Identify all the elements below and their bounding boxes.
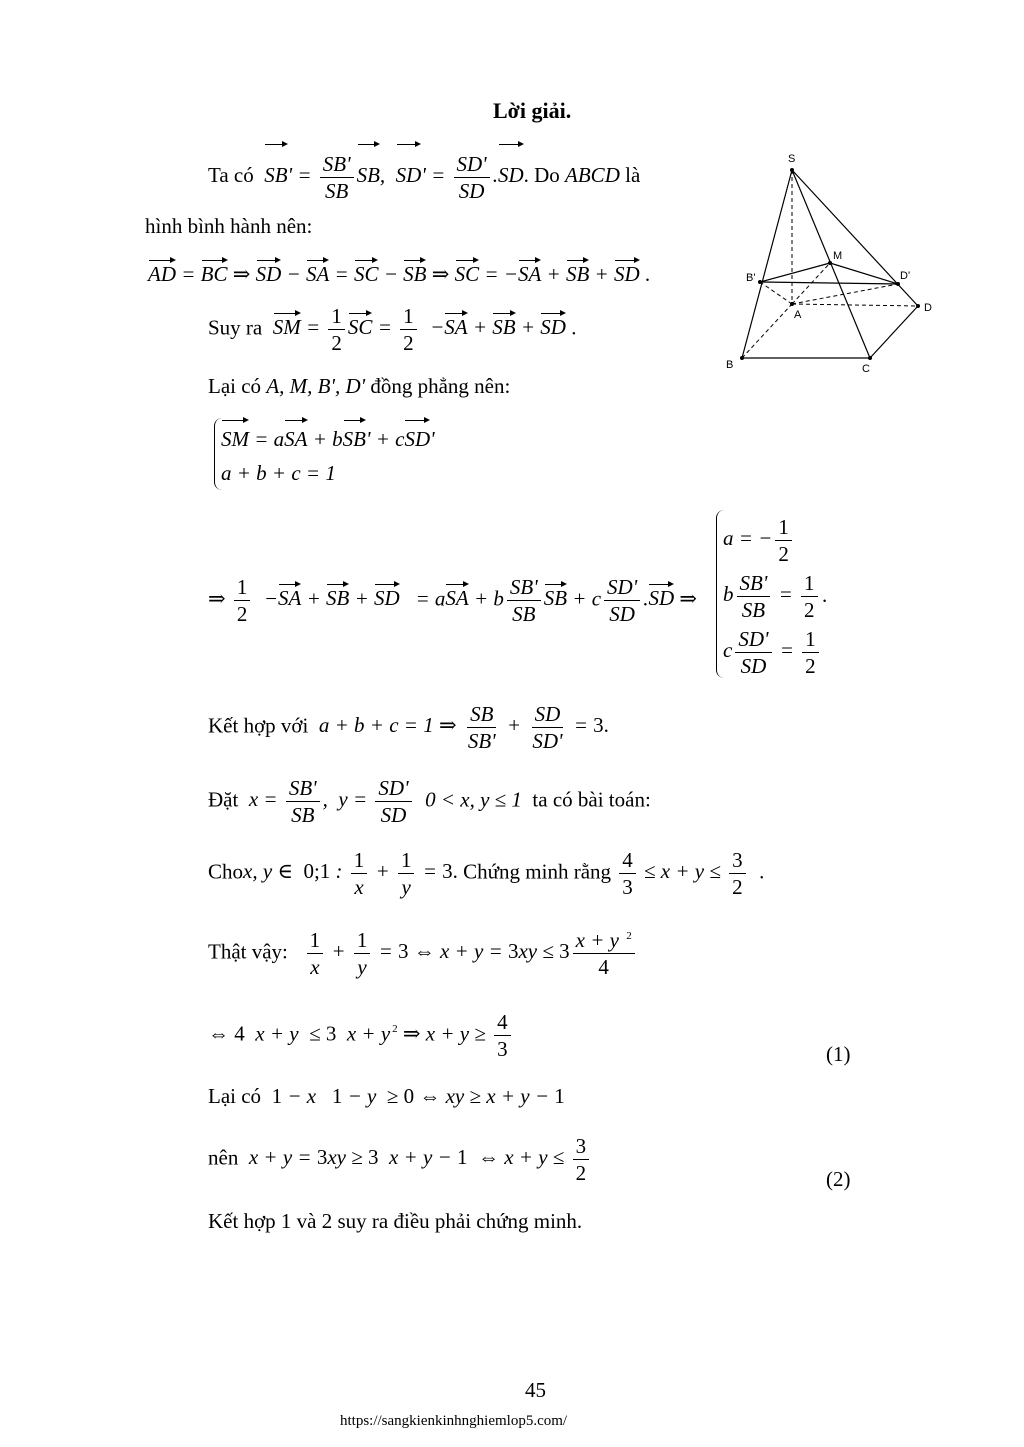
label-C: C bbox=[862, 363, 870, 375]
label-Bp: B' bbox=[746, 272, 756, 284]
equation-vectors: AD = BC ⇒ SD − SA = SC − SB ⇒ SC = −SA + SB + SD . bbox=[148, 258, 650, 287]
para-suy-ra: Suy ra SM = $\frac{1}{2}$ SC = $\frac{1}{2}$ −SA + SB + SD . bbox=[208, 304, 577, 356]
para-intro-2: hình bình hành nên: bbox=[145, 214, 313, 238]
text-ket-hop-voi: Kết hợp với bbox=[208, 713, 309, 738]
para-cho: Chox, y ∈ 0;1 : $\frac{1}{x}$ + $\frac{1}{y}$ = 3. Chứng minh rằng $\frac{4}{3}$ ≤ x + y ≤ $\frac{3}{2}$ . bbox=[208, 848, 765, 900]
text-la: là bbox=[625, 163, 641, 187]
para-lai-co bbox=[208, 374, 510, 399]
equation-step-1: ⇔ 4 x + y ≤ 3 x + y $^2$ ⇒ x + y ≥ $\frac{4}{3}$ bbox=[208, 1010, 514, 1061]
label-Dp: D' bbox=[900, 270, 911, 282]
page-number: 45 bbox=[525, 1378, 546, 1402]
heading: Lời giải. bbox=[493, 98, 572, 123]
text-dat: Đặt bbox=[208, 787, 239, 812]
label-A: A bbox=[794, 309, 802, 321]
pyramid-figure bbox=[720, 148, 940, 378]
label-B: B bbox=[726, 359, 734, 371]
footer-url[interactable]: https://sangkienkinhnghiemlop5.com/ bbox=[340, 1413, 568, 1429]
system-1: SM = aSA + bSB' + cSD' a + b + c = 1 bbox=[214, 418, 435, 490]
para-conclusion: Kết hợp 1 và 2 suy ra điều phải chứng minh. bbox=[208, 1209, 583, 1233]
text-nen: nên bbox=[208, 1145, 239, 1170]
system-2: a = − $\frac{1}{2}$ b $\frac{SB'}{SB}$ = $\frac{1}{2}$ c $\frac{SD'}{SD}$ = $\frac{1}{2}$ bbox=[716, 510, 822, 678]
label-S: S bbox=[788, 153, 796, 165]
text-lai-co-2: Lại có bbox=[208, 1084, 262, 1108]
text-lai-co: Lại có bbox=[208, 374, 262, 398]
text-do: . Do bbox=[523, 163, 560, 187]
text-chung-minh: Chứng minh rằng bbox=[463, 859, 612, 884]
text-bai-toan: ta có bài toán: bbox=[532, 787, 651, 812]
dot: . bbox=[822, 583, 828, 607]
para-intro: Ta có SB' = $\frac{SB'}{SB}$ SB, SD' = $\frac{SD'}{SD}$ .SD. Do ABCD là bbox=[208, 142, 640, 204]
equation-expand: ⇒ $\frac{1}{2}$ −SA + SB + SD = aSA + b $\frac{SB'}{SB}$ SB + c $\frac{SD'}{SD}$ .SD ⇒ bbox=[208, 575, 697, 627]
para-ket-hop-voi: Kết hợp với a + b + c = 1 ⇒ $\frac{SB}{SB'}$ + $\frac{SD}{SD'}$ = 3. bbox=[208, 702, 609, 754]
text-condition: 0 < x, y ≤ 1 bbox=[425, 787, 522, 812]
text-suy-ra: Suy ra bbox=[208, 315, 263, 340]
text-cho: Cho bbox=[208, 859, 244, 884]
label-M: M bbox=[833, 250, 843, 262]
text-ta-co: Ta có bbox=[208, 163, 254, 187]
para-that-vay: Thật vậy: $\frac{1}{x}$ + $\frac{1}{y}$ = 3 ⇔ x + y = 3xy ≤ 3 $\frac{x + y ^2}{4}$ bbox=[208, 928, 638, 979]
equation-tag-2: (2) bbox=[826, 1167, 851, 1191]
text-that-vay: Thật vậy: bbox=[208, 939, 288, 964]
para-dat: Đặt x = $\frac{SB'}{SB}$ , y = $\frac{SD'}{SD}$ 0 < x, y ≤ 1 ta có bài toán: bbox=[208, 776, 651, 828]
text-points: A, M, B', D' bbox=[266, 374, 366, 398]
para-lai-co-2: Lại có 1 − x 1 − y ≥ 0 ⇔ xy ≥ x + y − 1 bbox=[208, 1084, 565, 1108]
label-D: D bbox=[924, 302, 932, 314]
equation-tag-1: (1) bbox=[826, 1042, 851, 1066]
text-dong-phang: đồng phẳng nên: bbox=[370, 374, 511, 398]
text-abcd: ABCD bbox=[565, 163, 620, 187]
para-nen: nên x + y = 3xy ≥ 3 x + y − 1 ⇔ x + y ≤ $\frac{3}{2}$ bbox=[208, 1134, 592, 1185]
